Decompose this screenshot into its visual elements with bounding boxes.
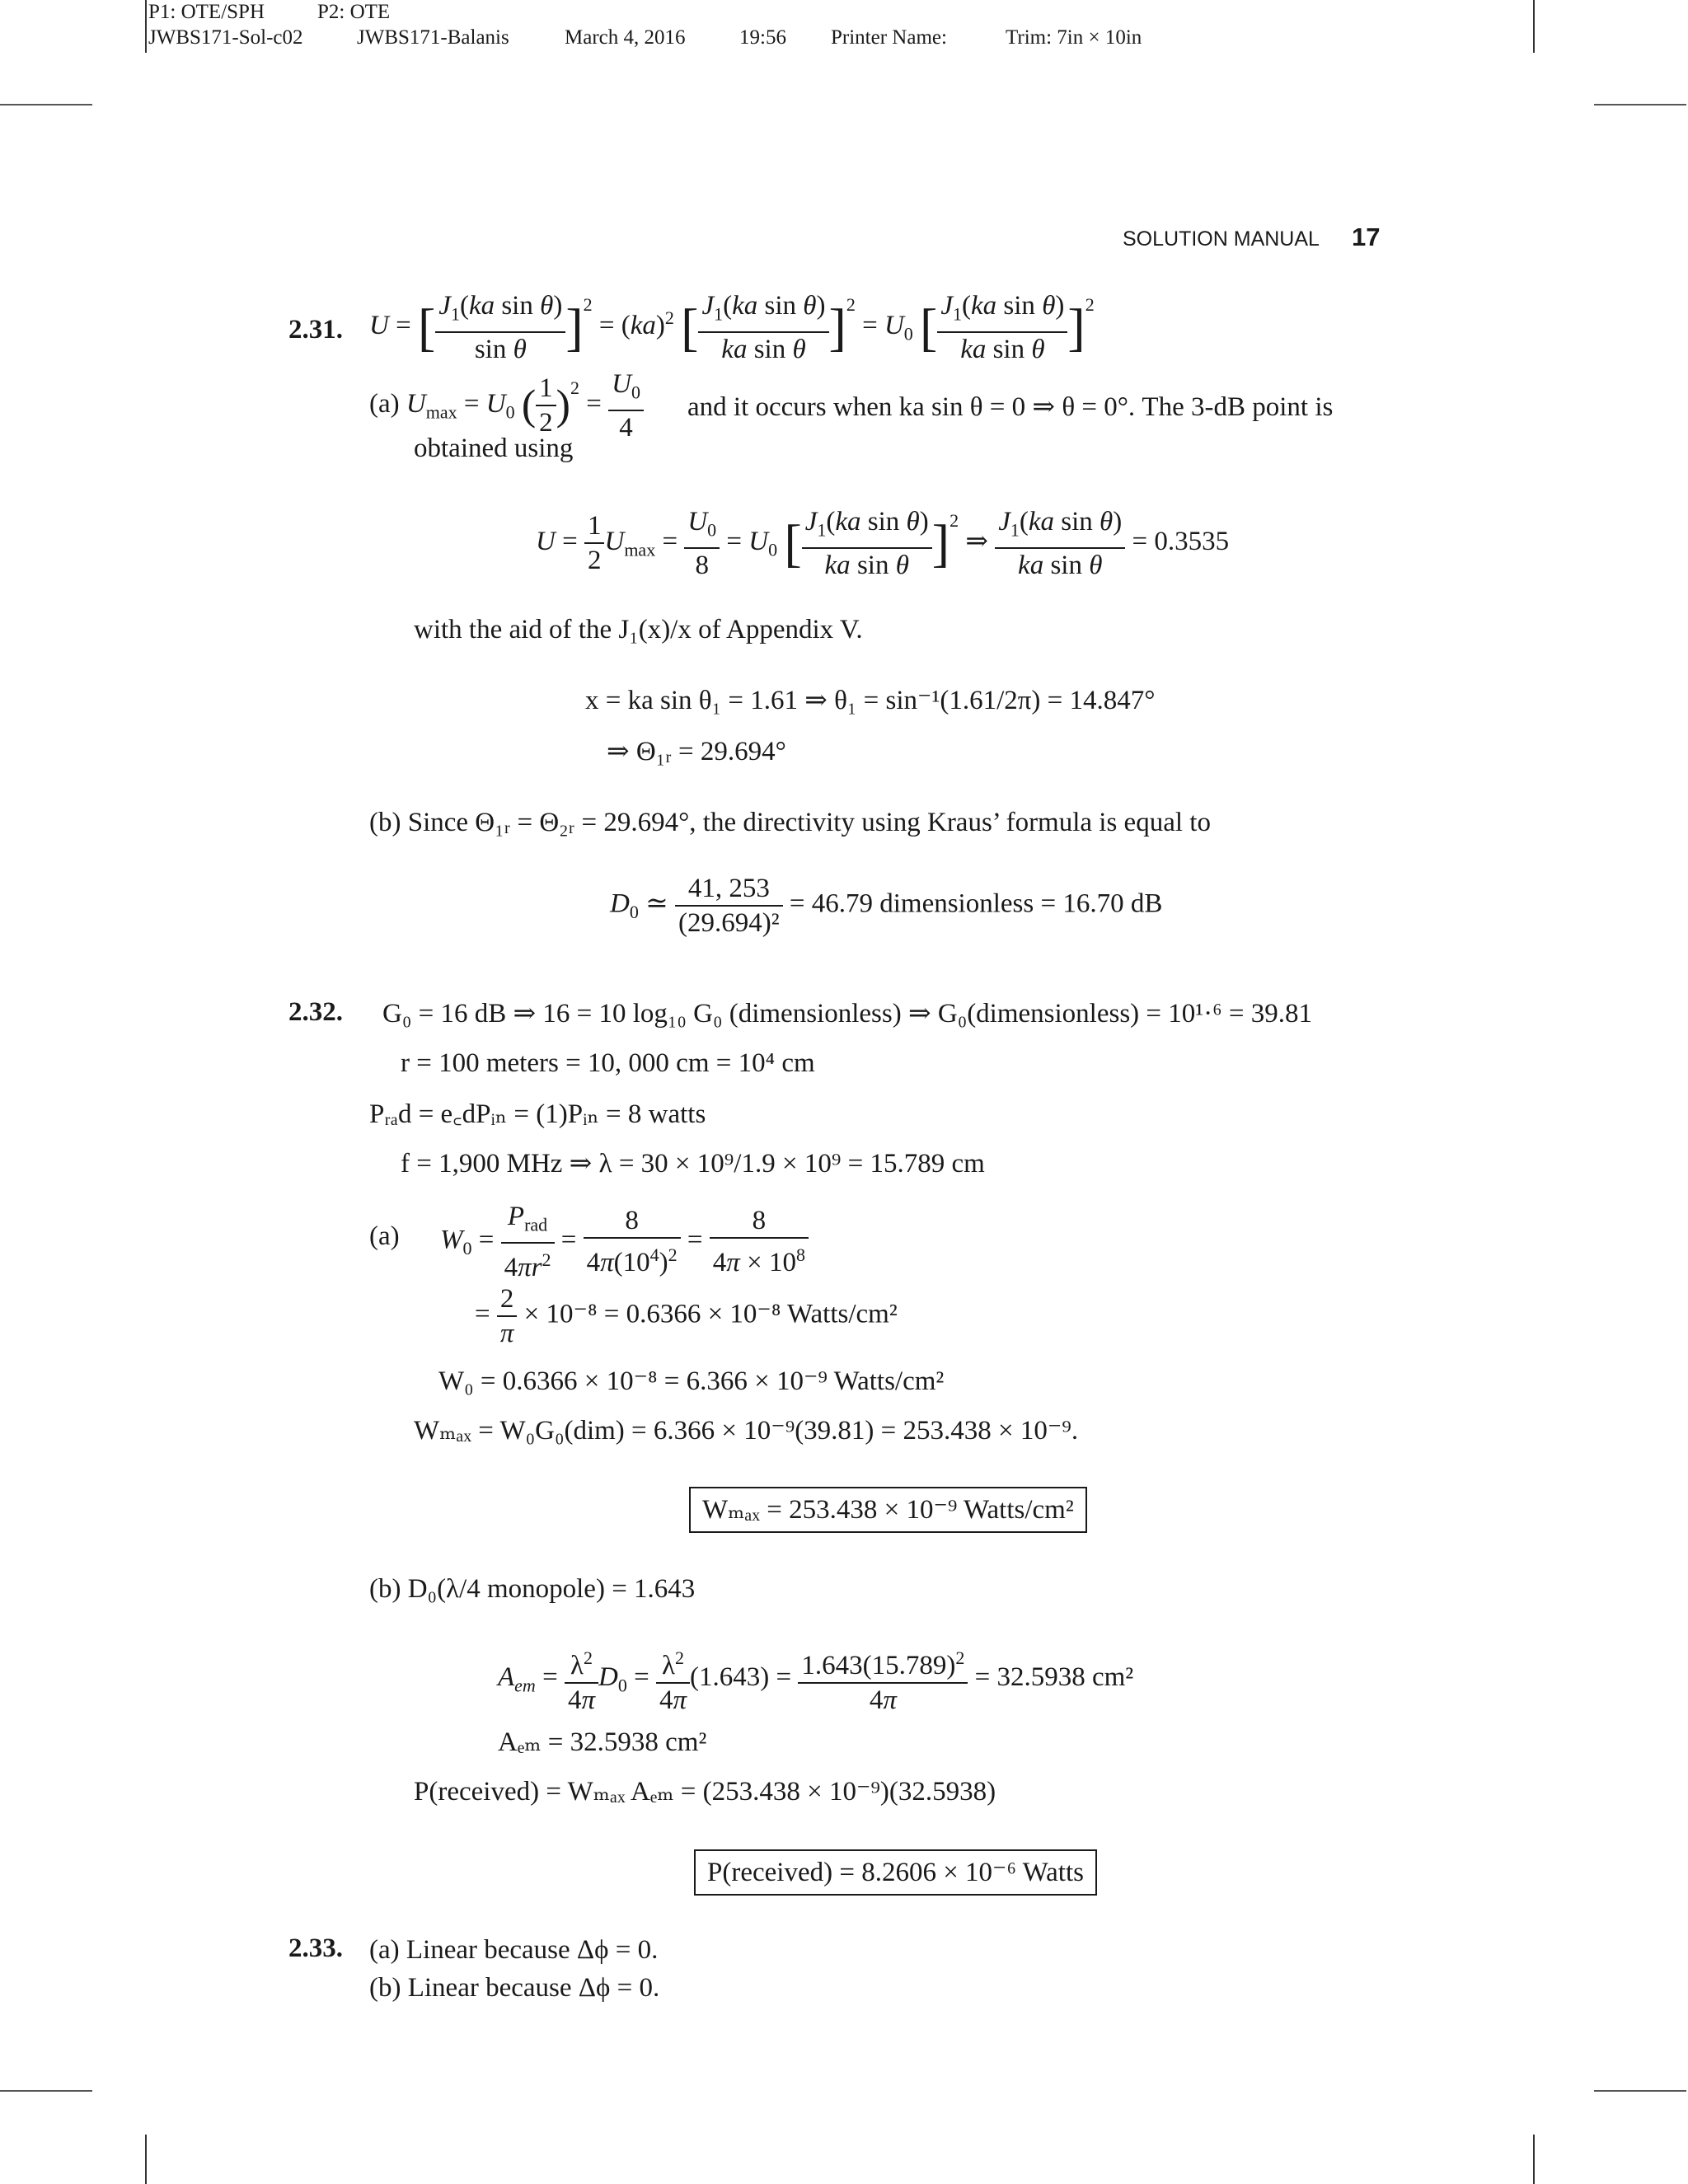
crop-mark-bottom-right [1594,2090,1686,2092]
p2-32-wmax-boxed-result: Wₘₐₓ = 253.438 × 10⁻⁹ Watts/cm² [689,1487,1087,1533]
p2-32-f-line: f = 1,900 MHz ⇒ λ = 30 × 10⁹/1.9 × 10⁹ = 15.789 cm [401,1149,985,1179]
page-number: 17 [1352,223,1381,251]
p2-33-a: (a) Linear because Δϕ = 0. [369,1935,659,1965]
p2-32-aem-line2: Aₑₘ = 32.5938 cm² [498,1727,707,1757]
p2-31-b-text: (b) Since Θ₁ᵣ = Θ₂ᵣ = 29.694°, the directivity using Kraus’ formula is equal to [369,808,1211,837]
p2-32-prad-line: Pᵣₐd = e꜀dPᵢₙ = (1)Pᵢₙ = 8 watts [369,1099,706,1129]
crop-mark-bottom-right-v [1533,2135,1535,2184]
crop-mark-top-right [1594,104,1686,105]
slug-date: March 4, 2016 [565,26,686,49]
crop-mark-bottom-left [0,2090,92,2092]
p2-32-a-label: (a) [369,1221,400,1251]
eq-2-32-aem: $A_{em}$ = $\frac{\lambda^2}{4\pi}$ $D_0$ = $\frac{\lambda^2}{4\pi}$ (1.643) = $\frac{1.643(15.789)^2}{4\pi}$ = 32.5938 cm² [498,1647,1134,1715]
slug-right-rule [1533,0,1535,53]
slug-printer: Printer Name: [831,26,947,49]
crop-mark-bottom-left-v [145,2135,147,2184]
eq-2-31-three-db: U = $\frac{1}{2}$ $U_{max}$ = $\frac{U_0}{8}$ = $U_0$ [ $\frac{J_1(ka \sin \theta)}{\text{ka sin θ}}$ ]$^2$ ⇒ $\frac{J_1(ka \sin \theta)}{\text{ka sin θ}}$ = 0.3535 [536,507,1230,580]
p2-31-a-text-2: obtained using [414,434,574,463]
p2-31-theta-line: ⇒ Θ₁ᵣ = 29.694° [607,737,786,766]
p2-32-prec-boxed-result: P(received) = 8.2606 × 10⁻⁶ Watts [694,1849,1097,1896]
eq-2-32-w0-line2: = $\frac{2}{\pi}$ × 10⁻⁸ = 0.6366 × 10⁻⁸ Watts/cm² [475,1284,898,1348]
p2-32-w0-line3: W₀ = 0.6366 × 10⁻⁸ = 6.366 × 10⁻⁹ Watts/cm² [438,1366,945,1396]
p2-31-a-text: and it occurs when ka sin θ = 0 ⇒ θ = 0°. The 3-dB point is [687,392,1334,422]
p2-32-g0-line: G₀ = 16 dB ⇒ 16 = 10 log₁₀ G₀ (dimensionless) ⇒ G₀(dimensionless) = 10¹·⁶ = 39.81 [382,999,1313,1029]
slug-time: 19:56 [739,26,786,49]
eq-2-31-a-umax: (a) $U_{max} = U_0$ ( $\frac{1}{2}$ )$^2$ = $\frac{U_0}{4}$ [369,368,644,444]
crop-mark-top-left [0,104,92,105]
p2-31-x-line: x = ka sin θ₁ = 1.61 ⇒ θ₁ = sin⁻¹(1.61/2π) = 14.847° [585,686,1156,715]
p2-32-wmax-line: Wₘₐₓ = W₀G₀(dim) = 6.366 × 10⁻⁹(39.81) = 253.438 × 10⁻⁹. [414,1416,1079,1446]
slug-p2: P2: OTE [317,1,391,23]
eq-2-31-u-definition: U = [ $\frac{J_1(ka \sin \theta)}{\text{sin θ}}$ ]$^2$ = (ka)$^2$ [ $\frac{J_1(ka \sin \theta)}{\text{ka sin θ}}$ ]$^2 = U_0$ [ $\frac{J_1(ka \sin \theta)}{\text{ka sin θ}}$ ]$^2$ [369,291,1095,364]
slug-left-rule [145,0,147,53]
p2-32-prec-line: P(received) = Wₘₐₓ Aₑₘ = (253.438 × 10⁻⁹)(32.5938) [414,1777,996,1807]
p2-32-b-text: (b) D₀(λ/4 monopole) = 1.643 [369,1574,696,1604]
d0-denominator: (29.694)² [675,905,783,940]
p2-31-aid-text: with the aid of the J₁(x)/x of Appendix V. [414,615,863,644]
slug-trim: Trim: 7in × 10in [1006,26,1142,49]
problem-2-31-number: 2.31. [288,315,343,344]
slug-sol: JWBS171-Sol-c02 [148,26,303,49]
slug-book: JWBS171-Balanis [357,26,509,49]
running-title: SOLUTION MANUAL [1123,227,1320,251]
p2-32-r-line: r = 100 meters = 10, 000 cm = 10⁴ cm [401,1048,815,1078]
d0-numerator: 41, 253 [687,874,770,903]
p2-33-b: (b) Linear because Δϕ = 0. [369,1973,660,2003]
eq-2-32-w0: $W_0$ = $\frac{P_{rad}}{4\pi r^2}$ = $\frac{8}{4\pi(10^4)^2}$ = $\frac{8}{4\pi \times 10^8}$ [440,1200,809,1284]
problem-2-32-number: 2.32. [288,997,343,1027]
problem-2-33-number: 2.33. [288,1933,343,1963]
eq-2-31-d0: $D_0$ ≃ $\frac{41, 253}{\text{(29.694)²}}$ = 46.79 dimensionless = 16.70 dB [610,874,1163,938]
slug-p1: P1: OTE/SPH [148,1,265,23]
